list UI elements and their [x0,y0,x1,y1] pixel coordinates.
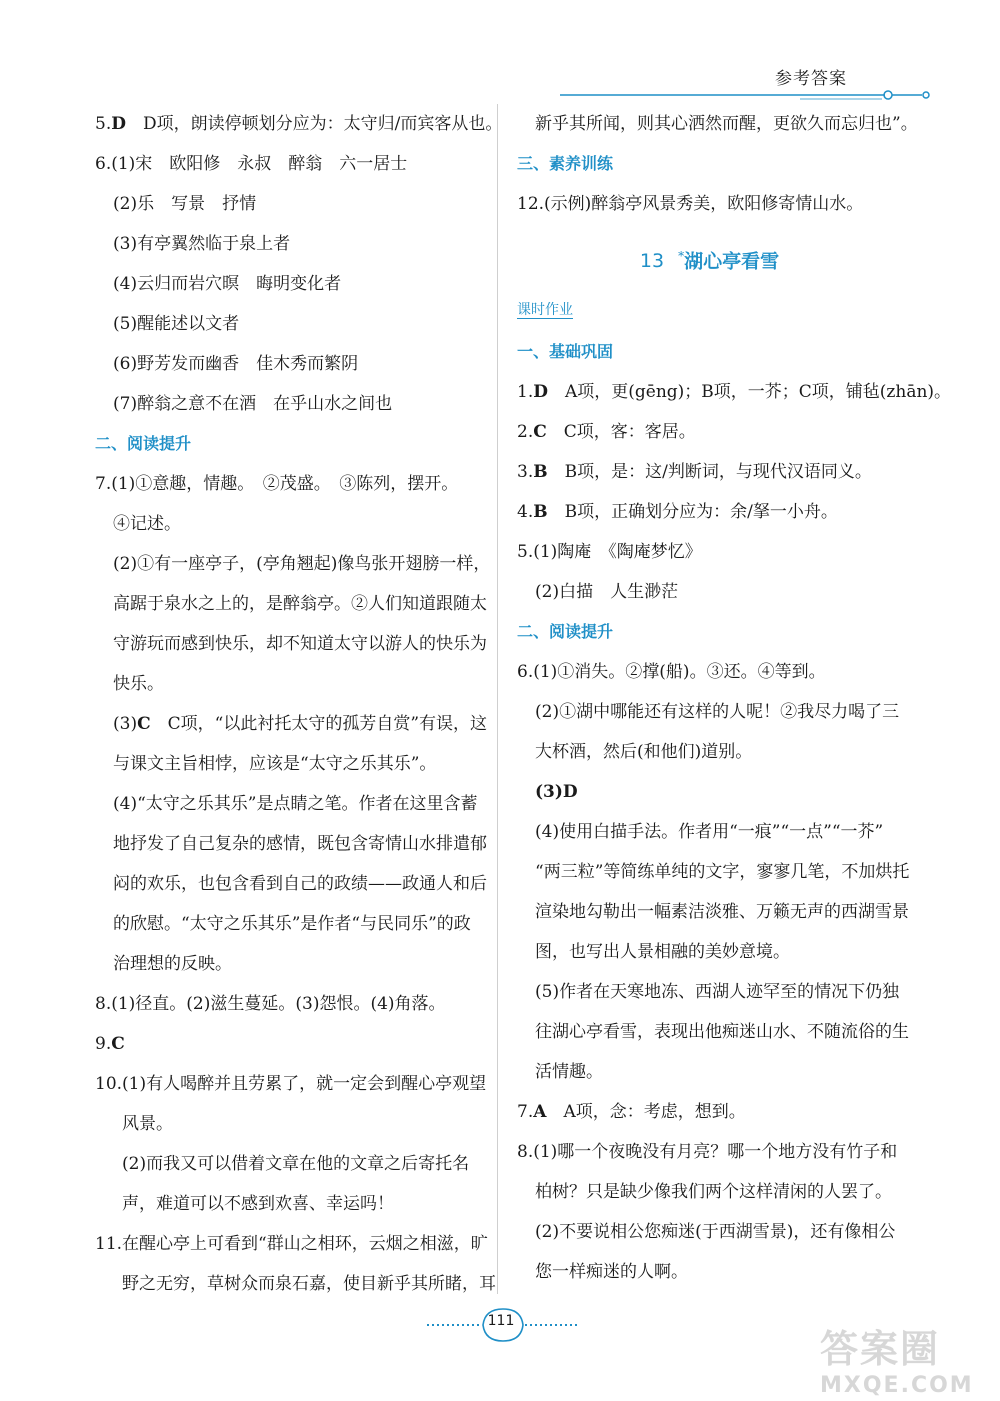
answer-line: 野之无穷，草树众而泉石嘉，使目新乎其所睹，耳 [122,1274,496,1294]
answer-item: 12.(示例)醉翁亭风景秀美，欧阳修寄情山水。 [517,194,864,214]
answer-line: 守游玩而感到快乐，却不知道太守以游人的快乐为 [113,634,487,654]
answer-line: (2)而我又可以借着文章在他的文章之后寄托名 [122,1154,470,1174]
answer-line: (2)①有一座亭子，(亭角翘起)像鸟张开翅膀一样， [113,554,491,574]
answer-item: 5.D D项，朗读停顿划分应为：太守归/而宾客从也。 [95,114,503,134]
answer-item: 8.(1)哪一个夜晚没有月亮？哪一个地方没有竹子和 [517,1142,898,1162]
answer-line: 闷的欢乐，也包含看到自己的政绩——政通人和后 [113,874,487,894]
answer-line: (2)白描 人生渺茫 [535,582,679,602]
header-decoration-line [560,88,940,102]
section-heading: 二、阅读提升 [95,434,192,453]
watermark-logo: 答案圈 MXQE.COM [820,1327,974,1398]
answer-line: 声，难道可以不感到欢喜、幸运吗！ [122,1194,394,1214]
answer-line: 往湖心亭看雪，表现出他痴迷山水、不随流俗的生 [535,1022,909,1042]
answer-item: 3.B B项，是：这/判断词，与现代汉语同义。 [517,462,872,482]
answer-line: “两三粒”等简练单纯的文字，寥寥几笔，不加烘托 [535,862,910,882]
answer-item: 11.在醒心亭上可看到“群山之相环，云烟之相滋，旷 [95,1234,488,1254]
answer-line: 与课文主旨相悖，应该是“太守之乐其乐”。 [113,754,437,774]
answer-line: (5)醒能述以文者 [113,314,240,334]
column-divider [497,104,498,1294]
answer-line: (3)D [535,782,578,802]
answer-item: 9.C [95,1034,125,1054]
answer-line: 活情趣。 [535,1062,603,1082]
answer-line: (6)野芳发而幽香 佳木秀而繁阴 [113,354,359,374]
section-heading: 二、阅读提升 [517,622,614,641]
homework-tag: 课时作业 [517,302,573,318]
answer-item: 7.(1)①意趣，情趣。 ②茂盛。 ③陈列，摆开。 [95,474,459,494]
answer-item: 1.D A项，更(gēng)；B项，一芥；C项，铺毡(zhān)。 [517,382,952,402]
answer-item: 2.C C项，客：客居。 [517,422,696,442]
right-column [517,104,952,1292]
answer-item: 5.(1)陶庵 《陶庵梦忆》 [517,542,702,562]
answer-line: (4)使用白描手法。作者用“一痕”“一点”“一芥” [535,822,884,842]
answer-line: 柏树？只是缺少像我们两个这样清闲的人罢了。 [535,1182,892,1202]
answer-line: (4)云归而岩穴暝 晦明变化者 [113,274,342,294]
answer-line: 您一样痴迷的人啊。 [535,1262,688,1282]
answer-line: (4)“太守之乐其乐”是点睛之笔。作者在这里含蓄 [113,794,478,814]
answer-line: (7)醉翁之意不在酒 在乎山水之间也 [113,394,393,414]
answer-line: ④记述。 [113,514,181,534]
answer-line: 的欣慰。“太守之乐其乐”是作者“与民同乐”的政 [113,914,471,934]
answer-item: 7.A A项，念：考虑，想到。 [517,1102,746,1122]
answer-line: 新乎其所闻，则其心洒然而醒，更欲久而忘归也”。 [535,114,918,134]
section-heading: 三、素养训练 [517,154,614,173]
answer-item: 6.(1)①消失。②撑(船)。③还。④等到。 [517,662,826,682]
section-heading: 一、基础巩固 [517,342,614,361]
answer-line: (2)乐 写景 抒情 [113,194,257,214]
answer-item: 6.(1)宋 欧阳修 永叔 醉翁 六一居士 [95,154,408,174]
answer-line: 快乐。 [113,674,164,694]
answer-item: 8.(1)径直。(2)滋生蔓延。(3)怨恨。(4)角落。 [95,994,446,1014]
left-column [95,104,503,1304]
answer-line: 渲染地勾勒出一幅素洁淡雅、万籁无声的西湖雪景 [535,902,909,922]
answer-line: 图，也写出人景相融的美妙意境。 [535,942,790,962]
answer-item: 4.B B项，正确划分应为：余/拏一小舟。 [517,502,838,522]
page-number: 111 [487,1313,515,1329]
answer-line: (3)有亭翼然临于泉上者 [113,234,291,254]
lesson-title: 13 *湖心亭看雪 [639,249,780,273]
answer-line: 高踞于泉水之上的，是醉翁亭。②人们知道跟随太 [113,594,487,614]
page-header-title: 参考答案 [775,69,847,89]
answer-item: 10.(1)有人喝醉并且劳累了，就一定会到醒心亭观望 [95,1074,487,1094]
answer-line: 治理想的反映。 [113,954,232,974]
answer-line: 风景。 [122,1114,173,1134]
answer-line: 大杯酒，然后(和他们)道别。 [535,742,753,762]
answer-line: (2)不要说相公您痴迷(于西湖雪景)，还有像相公 [535,1222,896,1242]
answer-line: (3)C C项，“以此衬托太守的孤芳自赏”有误，这 [113,714,488,734]
answer-line: (5)作者在天寒地冻、西湖人迹罕至的情况下仍独 [535,982,900,1002]
answer-line: 地抒发了自己复杂的感情，既包含寄情山水排遣郁 [113,834,487,854]
answer-line: (2)①湖中哪能还有这样的人呢！②我尽力喝了三 [535,702,900,722]
